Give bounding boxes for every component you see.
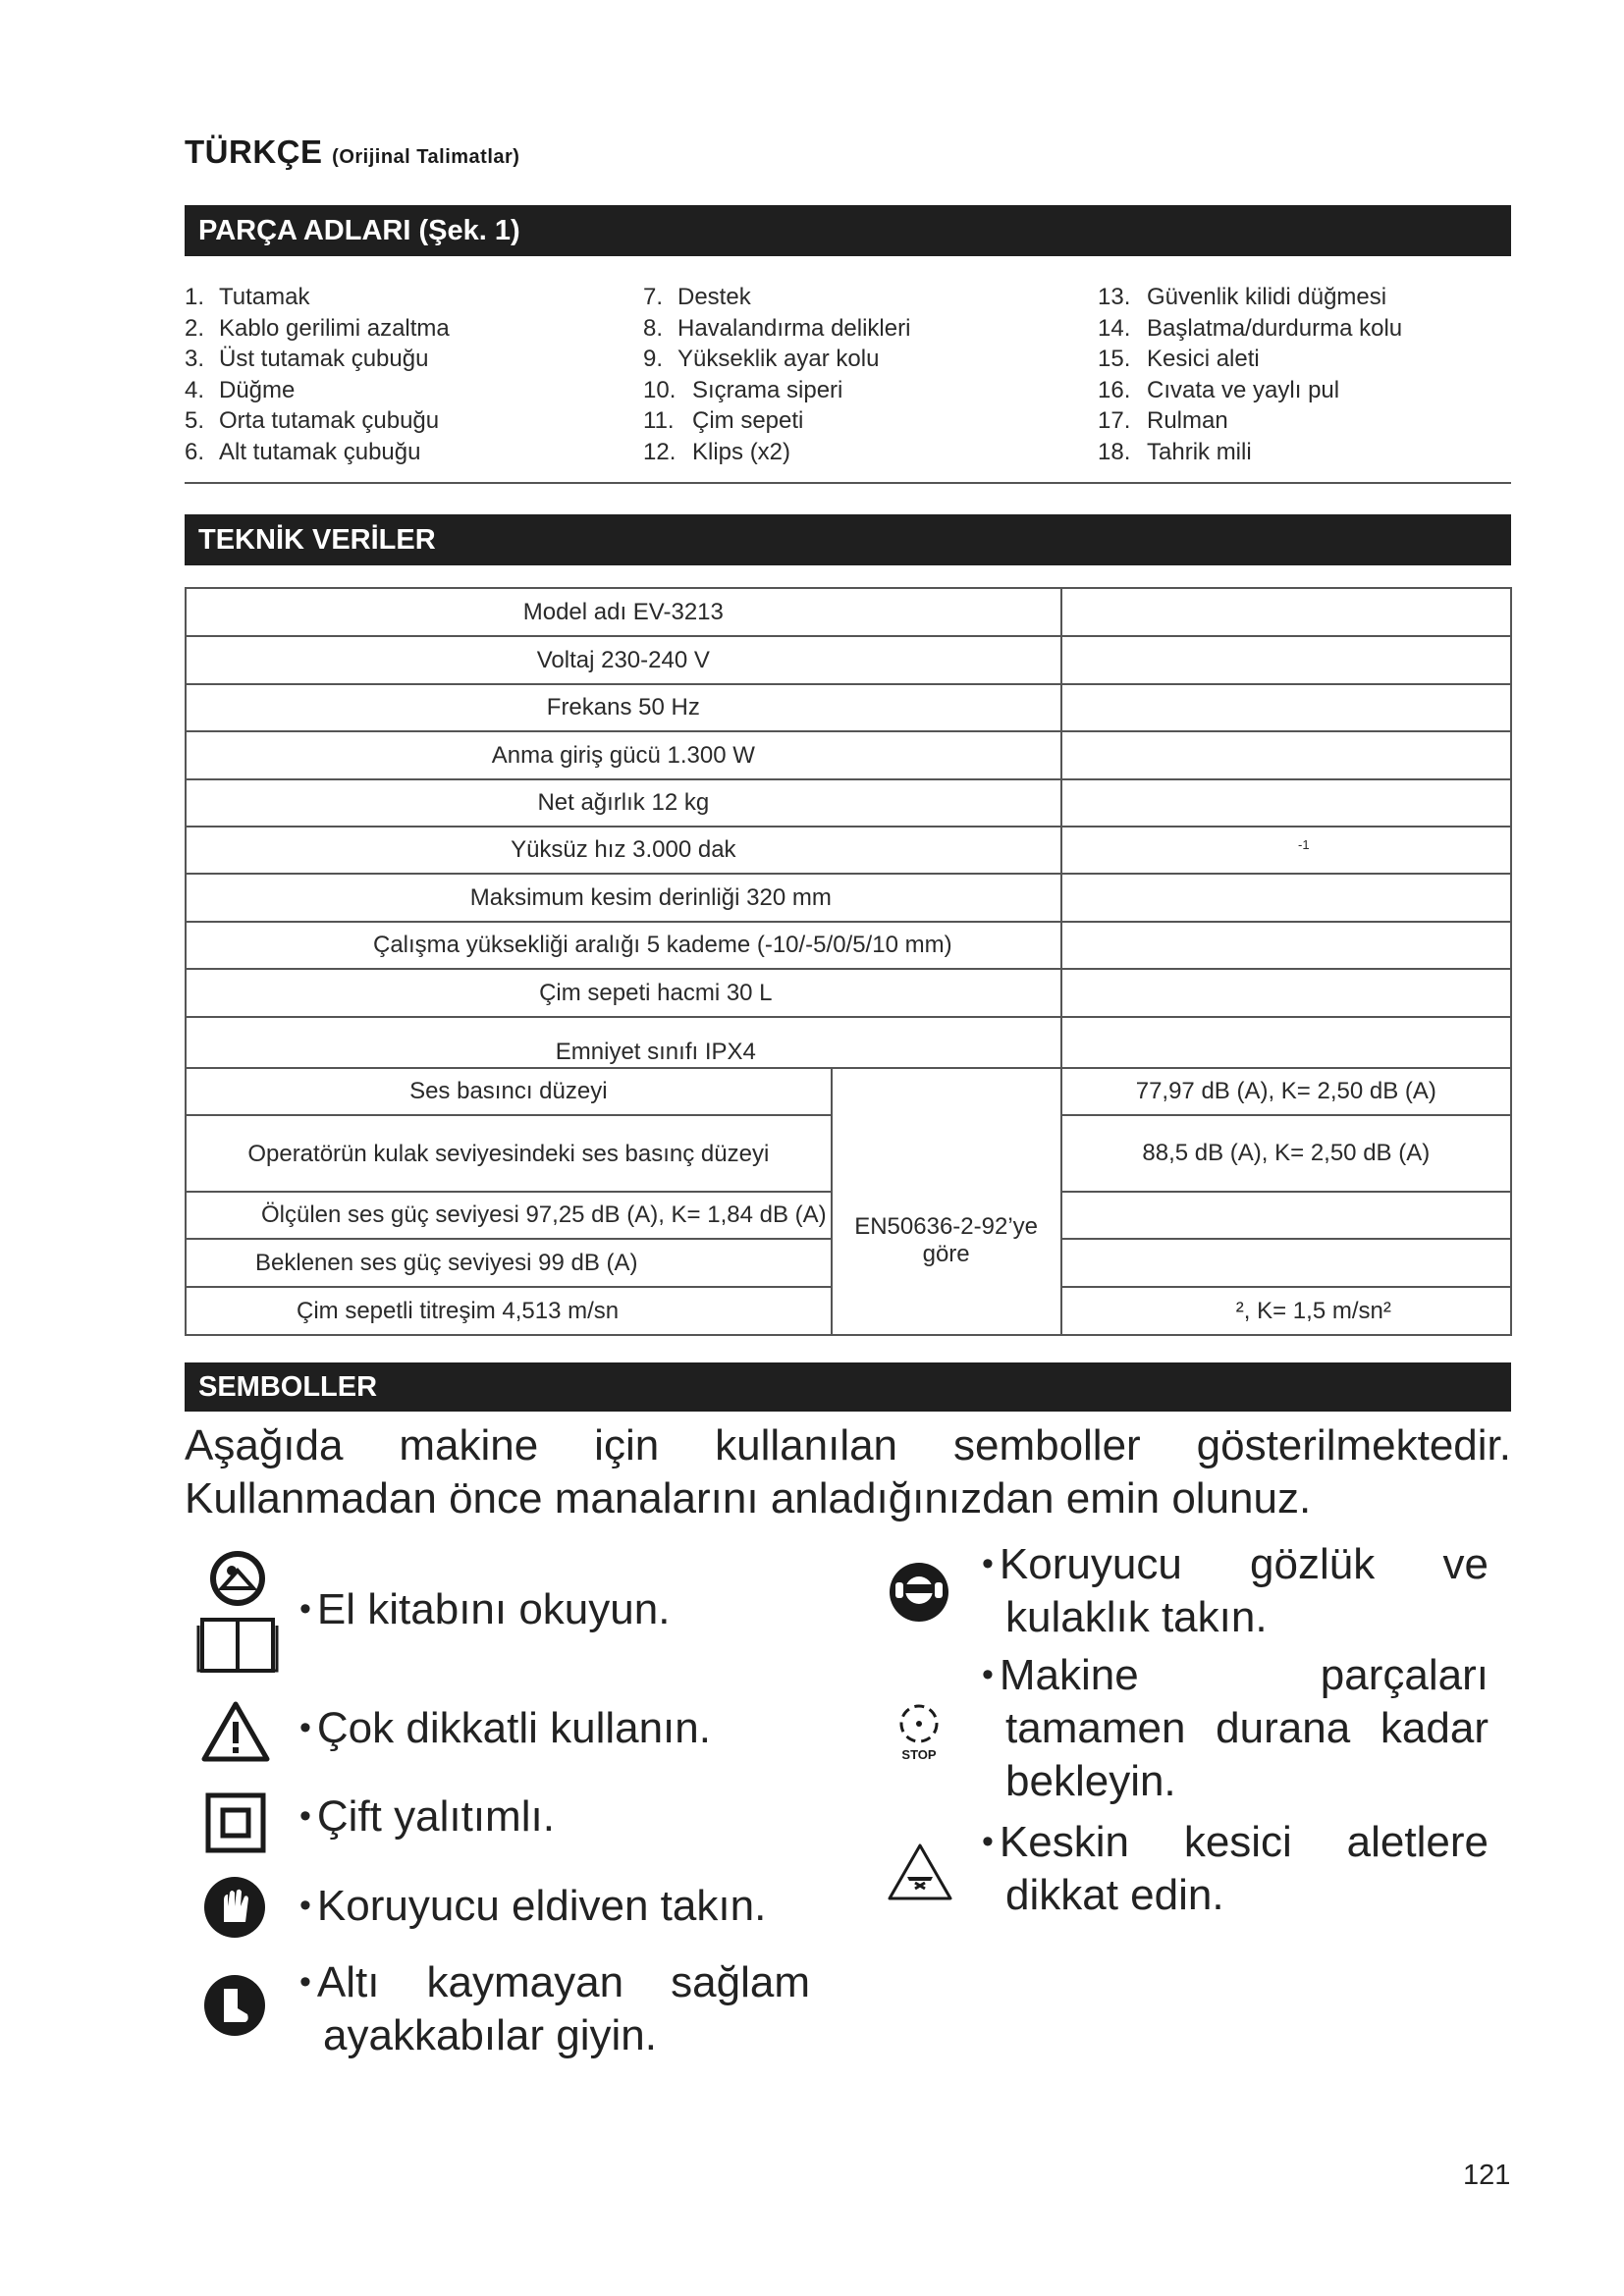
table-row <box>186 874 1511 922</box>
part-item: 1. Tutamak <box>185 284 310 310</box>
symbol-sharp-blades: • Keskin kesici aletlere dikkat edin. <box>982 1818 1489 1919</box>
specs-table <box>185 587 1512 1336</box>
sharp-blade-warning-icon <box>886 1842 954 1907</box>
part-item: 9. Yükseklik ayar kolu <box>643 346 880 372</box>
spec-cell: Voltaj 230-240 V <box>186 636 1061 684</box>
section-divider <box>185 482 1511 484</box>
table-row <box>186 684 1511 731</box>
table-row <box>186 1017 1511 1068</box>
symbol-gloves: • Koruyucu eldiven takın. <box>299 1882 767 1930</box>
noise-value-cell: 88,5 dB (A), K= 2,50 dB (A) <box>1061 1115 1511 1192</box>
spec-value-cell <box>1061 874 1511 922</box>
part-item: 15. Kesici aleti <box>1098 346 1260 372</box>
symbol-boots: • Altı kaymayan sağlam ayakkabılar giyin. <box>299 1958 810 2059</box>
part-item: 3. Üst tutamak çubuğu <box>185 346 429 372</box>
part-item: 18. Tahrik mili <box>1098 438 1252 465</box>
spec-value-cell <box>1061 588 1511 636</box>
stop-rotation-icon <box>892 1702 947 1766</box>
part-item: 10. Sıçrama siperi <box>643 376 843 403</box>
double-insulation-icon <box>205 1792 266 1858</box>
part-item: 5. Orta tutamak çubuğu <box>185 407 440 434</box>
noise-label-cell: Ses basıncı düzeyi <box>186 1068 832 1115</box>
symbol-double-insulation: • Çift yalıtımlı. <box>299 1792 555 1841</box>
table-row <box>186 636 1511 684</box>
part-item: 11. Çim sepeti <box>643 407 804 434</box>
spec-value-cell <box>1061 636 1511 684</box>
part-item: 6. Alt tutamak çubuğu <box>185 438 421 465</box>
part-item: 2. Kablo gerilimi azaltma <box>185 314 450 342</box>
intro-line: Aşağıda makine için kullanılan semboller gösterilmektedir. <box>185 1421 1511 1469</box>
spec-cell: Net ağırlık 12 kg <box>186 779 1061 827</box>
part-item: 8. Havalandırma delikleri <box>643 314 911 342</box>
part-item: 13. Güvenlik kilidi düğmesi <box>1098 284 1387 310</box>
parts-column-3 <box>1098 282 1402 467</box>
noise-label-cell: Çim sepetli titreşim 4,513 m/sn <box>297 1297 620 1324</box>
spec-cell: Frekans 50 Hz <box>186 684 1061 731</box>
noise-value-cell <box>1061 1192 1511 1239</box>
parts-section-header: PARÇA ADLARI (Şek. 1) <box>185 205 1511 256</box>
standard-cell: EN50636-2-92’ye göre <box>832 1068 1061 1335</box>
part-item: 4. Düğme <box>185 376 296 403</box>
noise-value-cell: ², K= 1,5 m/sn² <box>1061 1287 1511 1335</box>
original-instructions-label: (Orijinal Talimatlar) <box>332 146 520 168</box>
parts-column-1 <box>185 282 450 467</box>
spec-value-cell: -1 <box>1061 827 1511 874</box>
symbols-intro <box>185 1419 1511 1525</box>
part-item: 17. Rulman <box>1098 407 1228 434</box>
spec-cell: Model adı EV-3213 <box>186 588 1061 636</box>
page-number: 121 <box>1463 2160 1511 2191</box>
part-item: 12. Klips (x2) <box>643 438 791 465</box>
table-row <box>186 779 1511 827</box>
spec-value-cell <box>1061 684 1511 731</box>
table-row <box>186 922 1511 969</box>
part-item: 16. Cıvata ve yaylı pul <box>1098 376 1340 403</box>
noise-value-cell <box>1061 1239 1511 1287</box>
spec-cell: Çim sepeti hacmi 30 L <box>186 969 1061 1017</box>
table-row <box>186 827 1511 874</box>
spec-cell: Çalışma yüksekliği aralığı 5 kademe (-10/-5/0/5/10 mm) <box>373 932 952 958</box>
specs-section-header: TEKNİK VERİLER <box>185 514 1511 565</box>
spec-value-cell <box>1061 969 1511 1017</box>
table-row <box>186 731 1511 779</box>
symbols-section-header: SEMBOLLER <box>185 1362 1511 1412</box>
eye-ear-protection-icon <box>888 1561 950 1629</box>
table-row <box>186 1068 1511 1115</box>
gloves-icon <box>202 1875 267 1945</box>
warning-triangle-icon <box>200 1700 271 1768</box>
boots-icon <box>202 1973 267 2043</box>
intro-line: Kullanmadan önce manalarını anladığınızdan emin olunuz. <box>185 1474 1312 1522</box>
symbol-wait-stop: • Makine parçaları tamamen durana kadar bekleyin. <box>982 1651 1489 1805</box>
symbol-read-manual: • El kitabını okuyun. <box>299 1585 671 1633</box>
spec-cell: Yüksüz hız 3.000 dak <box>186 827 1061 874</box>
noise-value-cell: 77,97 dB (A), K= 2,50 dB (A) <box>1061 1068 1511 1115</box>
symbol-eye-ear-protection: • Koruyucu gözlük ve kulaklık takın. <box>982 1540 1489 1641</box>
table-row <box>186 588 1511 636</box>
spec-cell: Emniyet sınıfı IPX4 <box>186 1017 1061 1068</box>
spec-cell: Anma giriş gücü 1.300 W <box>186 731 1061 779</box>
page-language-title <box>185 133 519 171</box>
spec-value-cell <box>1061 1017 1511 1068</box>
spec-value-cell <box>1061 779 1511 827</box>
symbol-caution: • Çok dikkatli kullanın. <box>299 1704 711 1752</box>
parts-column-2 <box>643 282 910 467</box>
spec-value-cell <box>1061 922 1511 969</box>
spec-cell: Maksimum kesim derinliği 320 mm <box>186 874 1061 922</box>
noise-label-cell: Ölçülen ses güç seviyesi 97,25 dB (A), K= 1,84 dB (A) <box>261 1201 827 1228</box>
noise-label-cell: Operatörün kulak seviyesindeki ses basınç düzeyi <box>186 1115 832 1192</box>
noise-label-cell: Beklenen ses güç seviyesi 99 dB (A) <box>255 1249 638 1276</box>
table-row <box>186 969 1511 1017</box>
part-item: 7. Destek <box>643 284 751 310</box>
part-item: 14. Başlatma/durdurma kolu <box>1098 314 1403 342</box>
language-label: TÜRKÇE <box>185 133 323 170</box>
spec-value-cell <box>1061 731 1511 779</box>
stop-label: STOP <box>901 1747 937 1761</box>
read-manual-icon <box>196 1549 281 1680</box>
